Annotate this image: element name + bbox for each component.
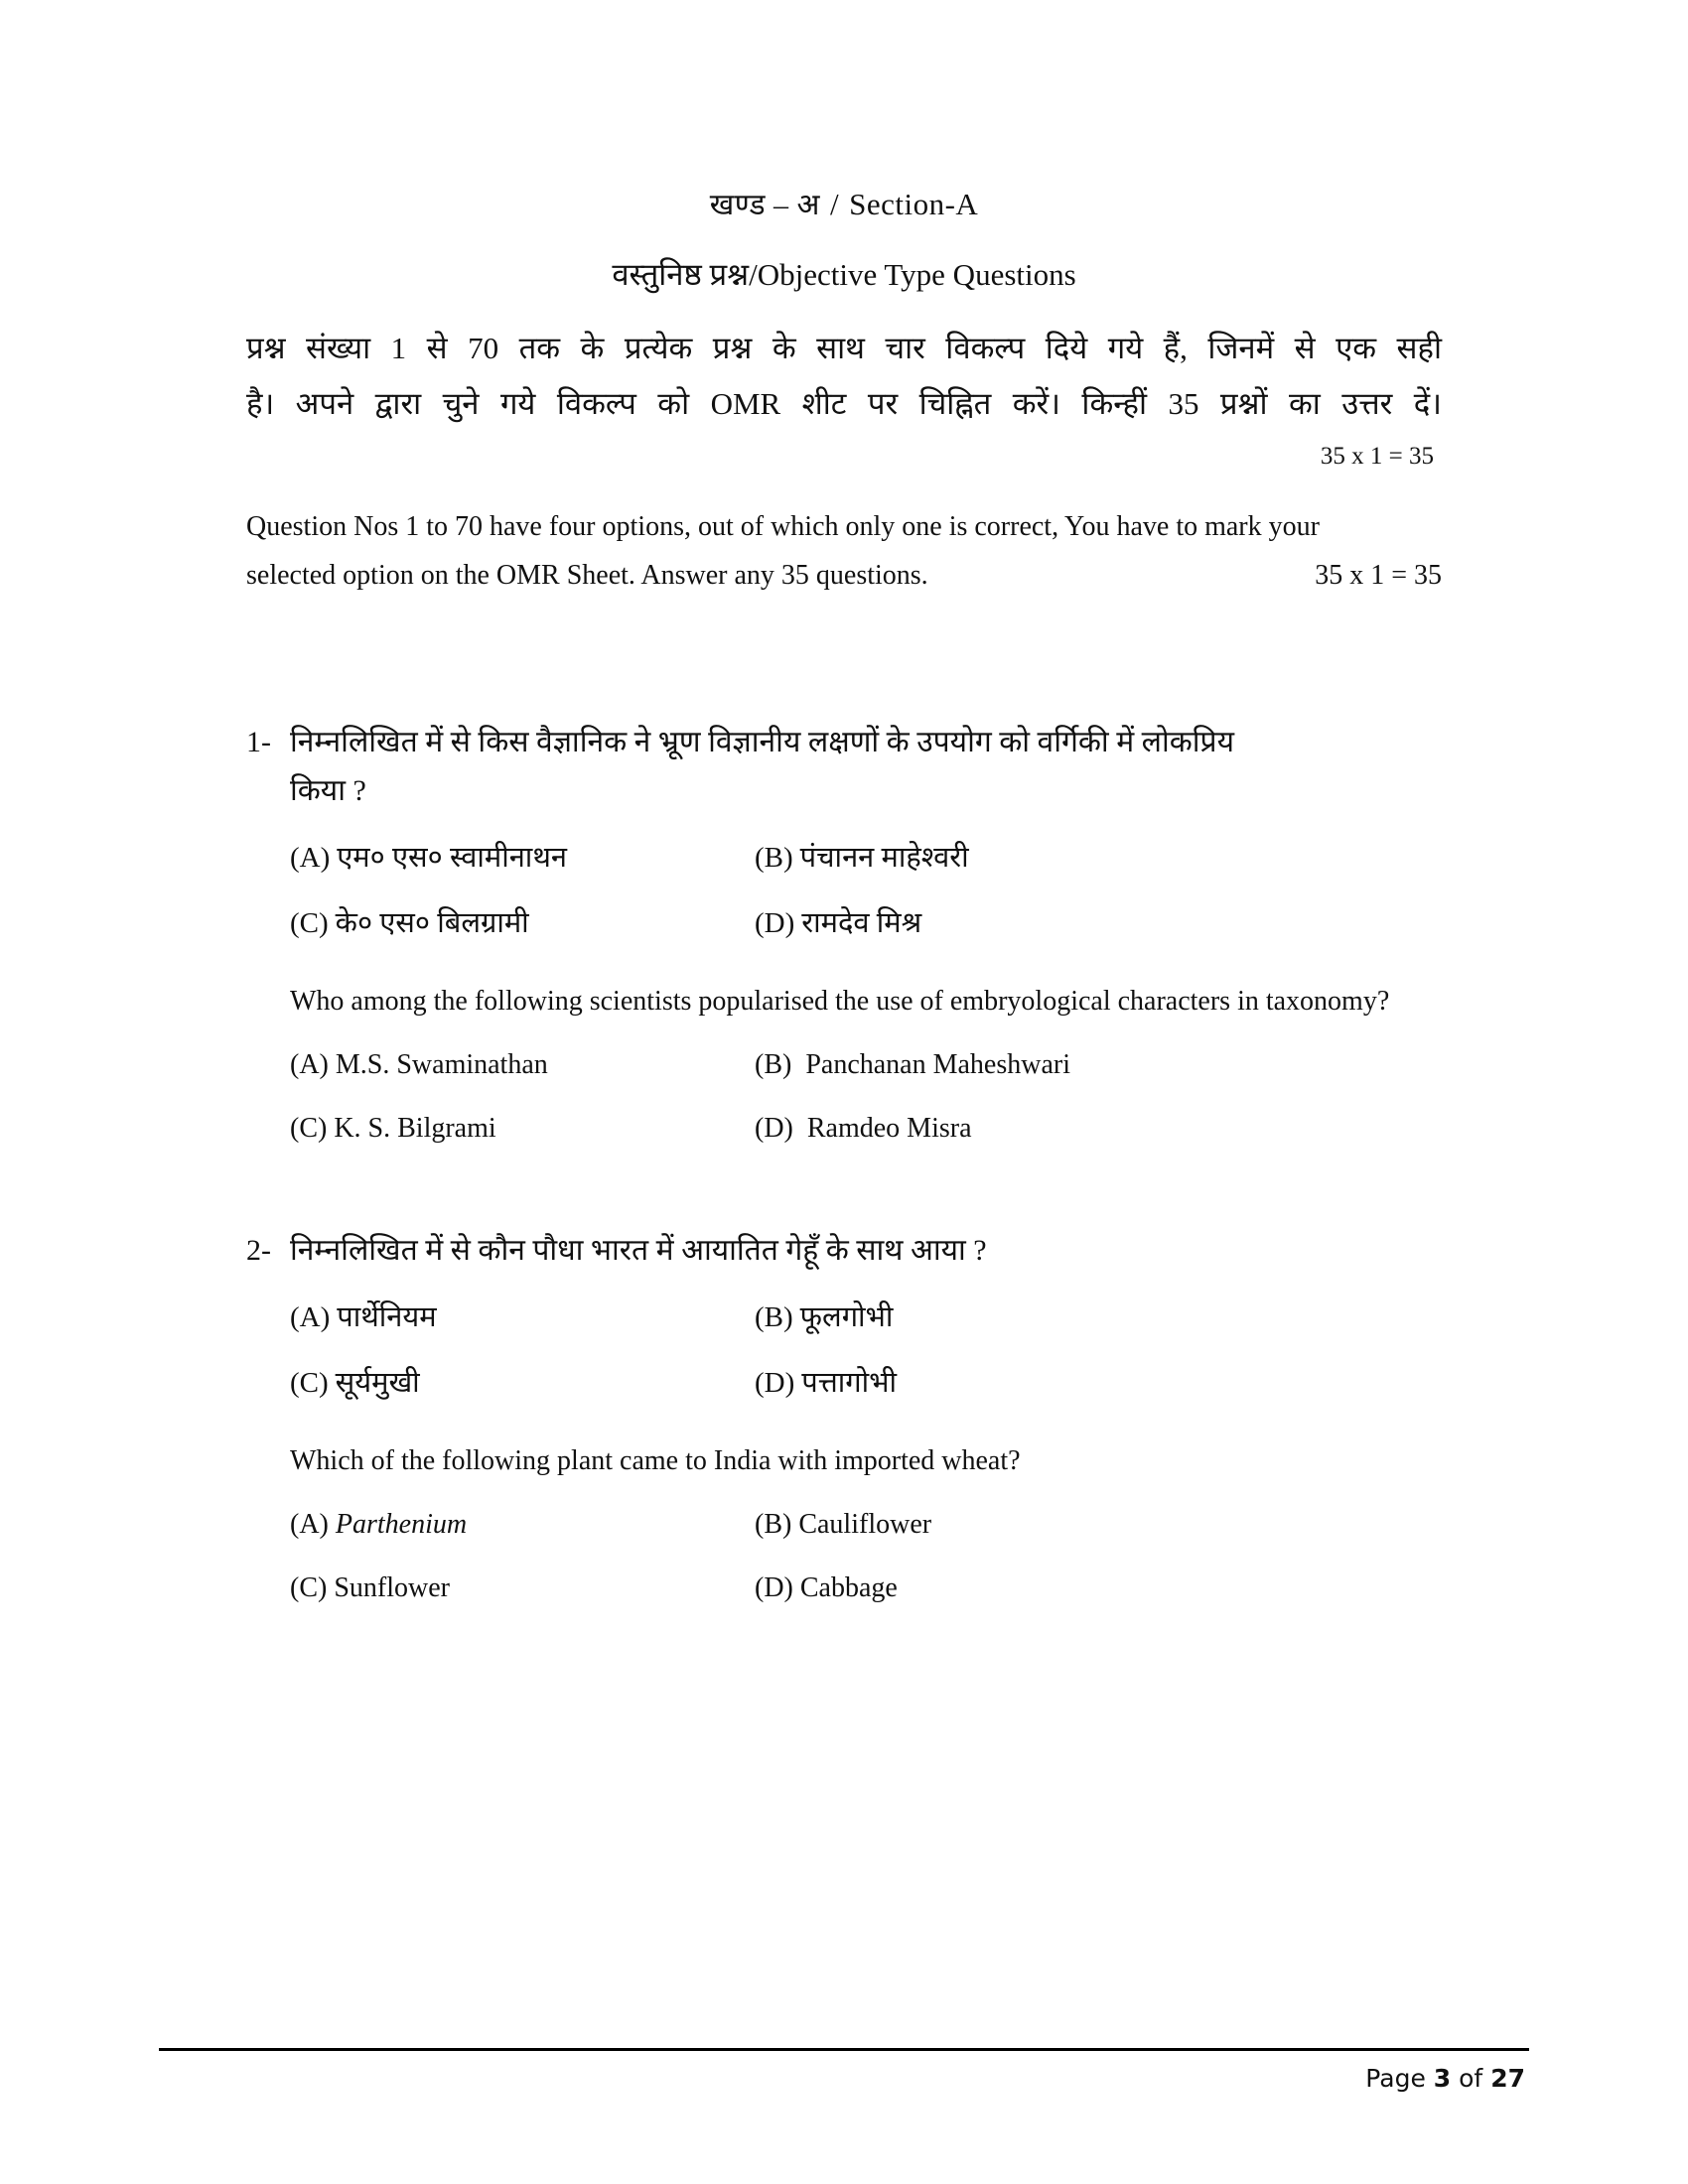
instructions-hindi-marks: 35 x 1 = 35 [1320,442,1434,470]
option-value: फूलगोभी [799,1301,894,1334]
option-row [290,1504,1442,1546]
option-row [290,1108,1442,1150]
question-text-english: Which of the following plant came to India with imported wheat? [290,1445,1021,1477]
subsection-heading-english: Objective Type Questions [757,256,1076,292]
questions-list [246,719,1442,1609]
page-label: Page [1365,2064,1426,2093]
option-label: (C) [290,1112,328,1144]
total-pages: 27 [1490,2064,1525,2093]
option-value: सूर्यमुखी [335,1366,420,1399]
option-english-a[interactable] [290,1504,755,1546]
option-value: Parthenium [335,1508,468,1540]
option-label: (C) [290,1571,328,1603]
option-hindi-a[interactable] [290,1297,755,1340]
option-value: K. S. Bilgrami [334,1112,496,1144]
option-value: M.S. Swaminathan [335,1048,548,1080]
option-english-b[interactable] [755,1504,1442,1546]
option-label: (B) [755,1301,793,1334]
option-label: (A) [290,842,331,875]
option-label: (A) [290,1048,329,1080]
of-label: of [1459,2064,1483,2093]
instructions-english-marks: 35 x 1 = 35 [1315,559,1442,591]
option-english-b[interactable] [755,1044,1442,1086]
option-english-a[interactable] [290,1044,755,1086]
section-heading-english: Section-A [849,187,979,221]
instructions-hindi [246,321,1442,430]
option-row [290,837,1442,881]
page-indicator [159,2051,1529,2093]
option-value: Panchanan Maheshwari [805,1048,1071,1080]
option-row [290,1297,1442,1340]
option-value: Sunflower [334,1571,450,1603]
instructions-english [246,502,1442,601]
option-label: (D) [755,1112,793,1144]
options-hindi [246,837,1442,945]
instructions-hindi-line-2: है। अपने द्वारा चुने गये विकल्प को OMR शीट पर चिह्नित करें। किन्हीं 35 प्रश्नों का उत्तर दें। [246,385,1442,421]
subsection-heading-hindi: वस्तुनिष्ठ प्रश्न [612,256,750,292]
option-label: (A) [290,1508,329,1540]
option-label: (B) [755,1048,792,1080]
option-hindi-d[interactable] [755,902,1442,946]
option-label: (B) [755,1508,792,1540]
instructions-english-line-1: Question Nos 1 to 70 have four options, out of which only one is correct, You have to mark your [246,510,1320,542]
instructions-english-line-2: selected option on the OMR Sheet. Answer any 35 questions. [246,559,928,591]
option-value: पार्थेनियम [337,1301,437,1334]
subsection-heading [246,254,1442,296]
option-value: Ramdeo Misra [806,1112,972,1144]
option-hindi-c[interactable] [290,902,755,946]
question-text-hindi-line-2: किया ? [290,773,366,807]
option-label: (D) [755,1571,793,1603]
option-label: (A) [290,1301,331,1334]
option-row [290,1044,1442,1086]
option-english-c[interactable] [290,1108,755,1150]
question-heading [246,1227,1442,1276]
instructions-hindi-line-1: प्रश्न संख्या 1 से 70 तक के प्रत्येक प्रश्न के साथ चार विकल्प दिये गये हैं, जिनमें से एक सही [246,331,1442,366]
option-hindi-b[interactable] [755,837,1442,881]
option-value: पंचानन माहेश्वरी [799,842,969,875]
question-text-english: Who among the following scientists popularised the use of embryological characters in taxonomy? [290,986,1390,1018]
section-heading-separator: / [829,187,840,221]
option-hindi-b[interactable] [755,1297,1442,1340]
question-number: 1- [246,726,271,759]
question-heading-continued [246,767,1442,816]
section-heading-hindi: खण्ड – अ [709,189,820,221]
option-hindi-d[interactable] [755,1362,1442,1406]
page-footer [159,2048,1529,2093]
option-value: पत्तागोभी [801,1366,898,1399]
option-label: (D) [755,1366,795,1399]
options-english [246,1504,1442,1609]
option-value: एम० एस० स्वामीनाथन [337,842,567,875]
question-heading [246,719,1442,767]
option-hindi-c[interactable] [290,1362,755,1406]
option-label: (C) [290,1366,329,1399]
option-hindi-a[interactable] [290,837,755,881]
option-label: (D) [755,906,795,939]
subsection-heading-separator: / [749,256,758,292]
option-row [290,902,1442,946]
question-number: 2- [246,1233,271,1267]
option-value: रामदेव मिश्र [801,906,922,939]
option-value: के० एस० बिलग्रामी [335,906,529,939]
page-content [246,184,1442,1687]
options-hindi [246,1297,1442,1405]
option-value: Cauliflower [798,1508,932,1540]
option-english-d[interactable] [755,1568,1442,1609]
question-text-hindi: निम्नलिखित में से कौन पौधा भारत में आयातित गेहूँ के साथ आया ? [290,1233,987,1267]
question-block [246,719,1442,1150]
option-label: (B) [755,842,793,875]
option-label: (C) [290,906,329,939]
section-heading [246,184,1442,226]
option-value: Cabbage [799,1571,898,1603]
option-row [290,1568,1442,1609]
option-row [290,1362,1442,1406]
question-text-hindi: निम्नलिखित में से किस वैज्ञानिक ने भ्रूण विज्ञानीय लक्षणों के उपयोग को वर्गिकी में लोकप्रिय [290,726,1235,759]
page-number: 3 [1433,2064,1452,2093]
option-english-c[interactable] [290,1568,755,1609]
options-english [246,1044,1442,1150]
question-block [246,1227,1442,1609]
option-english-d[interactable] [755,1108,1442,1150]
